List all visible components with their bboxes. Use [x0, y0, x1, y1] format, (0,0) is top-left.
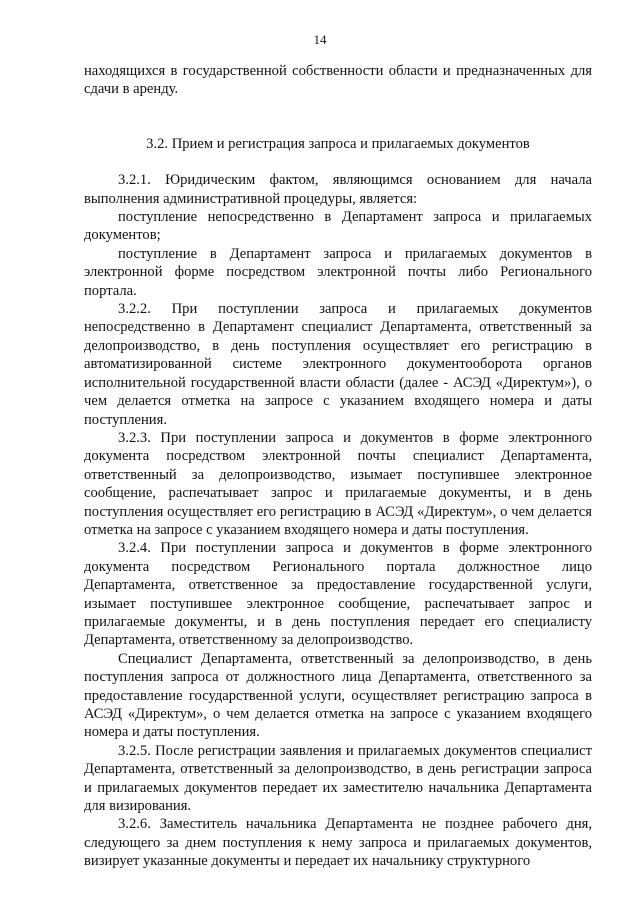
page-number: 14 — [313, 32, 327, 47]
paragraph-3-2-1: 3.2.1. Юридическим фактом, являющимся основанием для начала выполнения административной процедуры, является: — [84, 172, 592, 207]
document-body — [84, 62, 592, 871]
paragraph-3-2-6: 3.2.6. Заместитель начальника Департамента не позднее рабочего дня, следующего за днем поступления к нему запроса и прилагаемых документов, визирует указанные документы и передает их начальнику структурного — [84, 816, 592, 870]
paragraph-3-2-5: 3.2.5. После регистрации заявления и прилагаемых документов специалист Департамента, ответственный за делопроизводство, в день регистрации запроса и прилагаемых документов передает их заместителю начальника Департамента для визирования. — [84, 742, 592, 815]
paragraph-item-electronic: поступление в Департамент запроса и прилагаемых документов в электронной форме посредством электронной почты либо Регионального портала. — [84, 245, 592, 299]
paragraph-3-2-2: 3.2.2. При поступлении запроса и прилагаемых документов непосредственно в Департамент специалист Департамента, ответственный за делопроизводство, в день поступления осуществляет его регистрацию в автоматизированной системе электронного документооборота органов исполнительной государственной власти области (далее - АСЭД «Директум»), о чем делается отметка на запросе с указанием входящего номера и даты поступления. — [84, 301, 592, 428]
paragraph-3-2-4: 3.2.4. При поступлении запроса и документов в форме электронного документа посредством Регионального портала должностное лицо Департамента, ответственное за предоставление государственной услуги, изымает поступившее электронное сообщение, распечатывает запрос и прилагаемые документы, и в день поступления передает его специалисту Департамента, ответственному за делопроизводство. — [84, 540, 592, 649]
section-heading: 3.2. Прием и регистрация запроса и прилагаемых документов — [146, 135, 530, 152]
paragraph-specialist: Специалист Департамента, ответственный за делопроизводство, в день поступления запроса от должностного лица Департамента, ответственного за предоставление государственной услуги, осуществляет регистрацию запроса в АСЭД «Директум», о чем делается отметка на запросе с указанием входящего номера и даты поступления. — [84, 650, 592, 741]
paragraph-item-direct: поступление непосредственно в Департамент запроса и прилагаемых документов; — [84, 209, 592, 244]
paragraph-3-2-3: 3.2.3. При поступлении запроса и документов в форме электронного документа посредством электронной почты специалист Департамента, ответственный за делопроизводство, изымает поступившее электронное сообщение, распечатывает запрос и прилагаемые документы, и в день поступления осуществляет его регистрацию в АСЭД «Директум», о чем делается отметка на запросе с указанием входящего номера и даты поступления. — [84, 429, 592, 538]
paragraph-continuation: находящихся в государственной собственности области и предназначенных для сдачи в аренду. — [84, 63, 592, 98]
